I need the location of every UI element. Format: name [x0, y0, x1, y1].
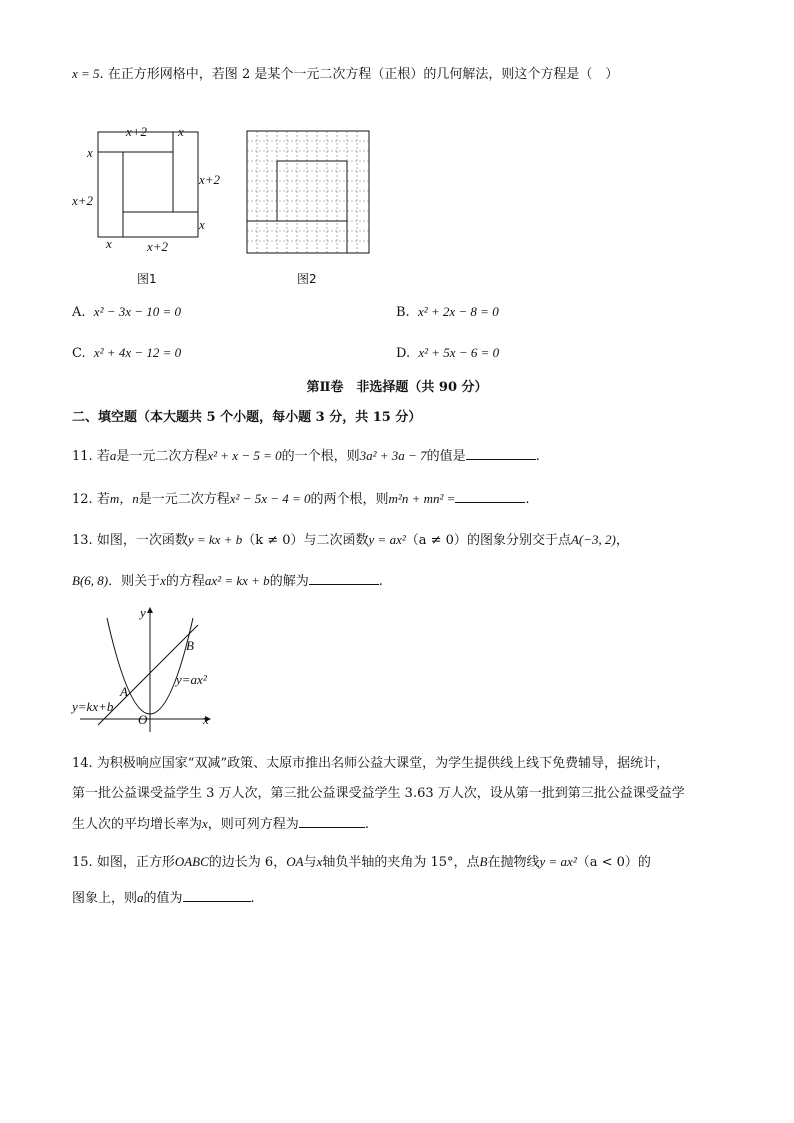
fig1-caption: 图1: [137, 272, 157, 286]
question-15-line1: [72, 852, 651, 873]
graph-line-label: y=kx+b: [72, 699, 114, 714]
q11-text1: 若: [96, 449, 110, 464]
q12-text2: 是一元二次方程: [138, 492, 230, 507]
q13-point-a: A(−3, 2): [570, 532, 616, 547]
graph-x-label: x: [203, 712, 209, 727]
option-equation: x² + 4x − 12 = 0: [93, 345, 182, 360]
question-11: [72, 446, 540, 467]
q12-end: .: [525, 492, 530, 507]
question-13-line2: [72, 571, 383, 592]
q12-equation: x² − 5x − 4 = 0: [229, 491, 311, 506]
fig1-label-left1: x: [87, 145, 93, 160]
q14-answer-blank[interactable]: [299, 815, 365, 828]
q13-text2: 与二次函数: [303, 533, 369, 548]
option-c[interactable]: [72, 343, 181, 364]
question-14-line2: 第一批公益课受益学生 3 万人次，第三批公益课受益学生 3.63 万人次，设从第一批到第三批公益课受益学: [72, 786, 685, 801]
q14-x: x: [202, 816, 208, 831]
q13-number: 13.: [72, 533, 93, 548]
fig1-label-bottom1: x: [106, 236, 112, 251]
volume-title: 第Ⅱ卷 非选择题（共 90 分）: [306, 380, 488, 395]
q14-text3b: ，则可列方程为: [207, 817, 299, 832]
q11-number: 11.: [72, 449, 93, 464]
q12-mn: m，n: [109, 491, 139, 506]
q13-text4: ．则关于: [108, 574, 161, 589]
q13-equation: ax² = kx + b: [204, 573, 270, 588]
option-key: C.: [72, 346, 86, 361]
q15-text1: 如图，正方形: [96, 855, 175, 870]
q15-a: a: [137, 890, 144, 905]
q15-text8: 的值为: [143, 891, 183, 906]
option-key: B.: [396, 305, 410, 320]
q11-text2: 是一元二次方程: [116, 449, 208, 464]
q11-a: a: [109, 448, 117, 463]
q14-end: .: [364, 817, 369, 832]
fig1-outer-square: [98, 132, 198, 237]
option-equation: x² + 5x − 6 = 0: [418, 345, 500, 360]
q12-number: 12.: [72, 492, 93, 507]
option-d[interactable]: [396, 343, 499, 364]
fig1-left-rect: [98, 152, 123, 237]
q13-point-b: B(6, 8): [72, 573, 109, 588]
question-15-line2: [72, 888, 255, 909]
q15-text6: 的: [637, 855, 651, 870]
fig2-caption: 图2: [297, 272, 317, 286]
q13-x: x: [160, 573, 166, 588]
q13-text5: 的方程: [165, 574, 205, 589]
q13-linear: y = kx + b: [187, 532, 243, 547]
q13-quadratic: y = ax²: [368, 532, 406, 547]
q13-answer-blank[interactable]: [309, 572, 379, 585]
q15-b: B: [479, 854, 488, 869]
question-12: [72, 489, 530, 510]
q15-number: 15.: [72, 855, 93, 870]
fig1-center-square: [123, 152, 173, 212]
q12-expression: m²n + mn² =: [388, 491, 456, 506]
q11-text4: 的值是: [426, 449, 466, 464]
fig1-bottom-rect: [123, 212, 198, 237]
q15-text5: 在抛物线: [487, 855, 540, 870]
fig1-label-right2: x: [199, 217, 205, 232]
q12-text1: 若: [96, 492, 110, 507]
q15-text3: 与: [303, 855, 317, 870]
graph-parabola-label: y=ax²: [176, 672, 207, 687]
q14-text3a: 生人次的平均增长率为: [72, 817, 203, 832]
q11-end: .: [535, 449, 540, 464]
q13-cond1: （k ≠ 0）: [242, 533, 304, 548]
q15-end: .: [250, 891, 255, 906]
graph-point-a: A: [120, 684, 128, 699]
q13-comma: ，: [615, 533, 629, 548]
graph-y-label: y: [140, 605, 146, 620]
intro-var: x = 5: [72, 66, 100, 81]
fig1-label-bottom2: x+2: [147, 239, 169, 254]
q15-x: x: [316, 854, 323, 869]
q15-text4: 轴负半轴的夹角为 15°，点: [322, 855, 480, 870]
question-14-line1: 14. 为积极响应国家“双减”政策、太原市推出名师公益大课堂，为学生提供线上线下免费辅导，据统计，: [72, 756, 670, 771]
fig1-label-left2: x+2: [72, 193, 94, 208]
q11-answer-blank[interactable]: [466, 447, 536, 460]
q13-text6: 的解为: [269, 574, 309, 589]
fig1-label-top2: x: [178, 124, 184, 139]
q13-cond2: （a ≠ 0）: [405, 533, 467, 548]
option-equation: x² − 3x − 10 = 0: [93, 304, 182, 319]
option-key: A.: [72, 305, 86, 320]
question-13-line1: [72, 530, 629, 551]
q13-text3: 的图象分别交于点: [466, 533, 571, 548]
figure-2: [247, 131, 369, 253]
intro-line: [72, 64, 618, 85]
q15-text7: 图象上，则: [72, 891, 138, 906]
section2-title: 二、填空题（本大题共 5 个小题，每小题 3 分，共 15 分）: [72, 410, 422, 425]
q12-answer-blank[interactable]: [455, 490, 525, 503]
q12-text3: 的两个根，则: [310, 492, 389, 507]
fig1-label-right1: x+2: [199, 172, 221, 187]
intro-text: . 在正方形网格中，若图 2 是某个一元二次方程（正根）的几何解法，则这个方程是（ ）: [99, 67, 619, 82]
fig2-grid: [247, 131, 369, 253]
q15-square: OABC: [174, 854, 209, 869]
q15-function: y = ax²: [539, 854, 577, 869]
graph-point-b: B: [186, 638, 194, 653]
option-key: D.: [396, 346, 411, 361]
option-b[interactable]: [396, 302, 499, 323]
q13-end: .: [378, 574, 383, 589]
option-a[interactable]: [72, 302, 181, 323]
q15-cond: （a < 0）: [576, 855, 638, 870]
q15-oa: OA: [286, 854, 304, 869]
q15-answer-blank[interactable]: [183, 889, 251, 902]
fig1-label-top1: x+2: [126, 124, 148, 139]
q11-text3: 的一个根，则: [281, 449, 360, 464]
fig2-border: [247, 131, 369, 253]
q15-text2: 的边长为 6，: [208, 855, 287, 870]
q13-text1: 如图，一次函数: [96, 533, 188, 548]
q11-expression: 3a² + 3a − 7: [359, 448, 427, 463]
fig1-right-rect: [173, 132, 198, 212]
graph-origin-label: O: [138, 712, 148, 727]
q11-equation: x² + x − 5 = 0: [207, 448, 282, 463]
question-14-line3: [72, 814, 369, 835]
option-equation: x² + 2x − 8 = 0: [417, 304, 499, 319]
